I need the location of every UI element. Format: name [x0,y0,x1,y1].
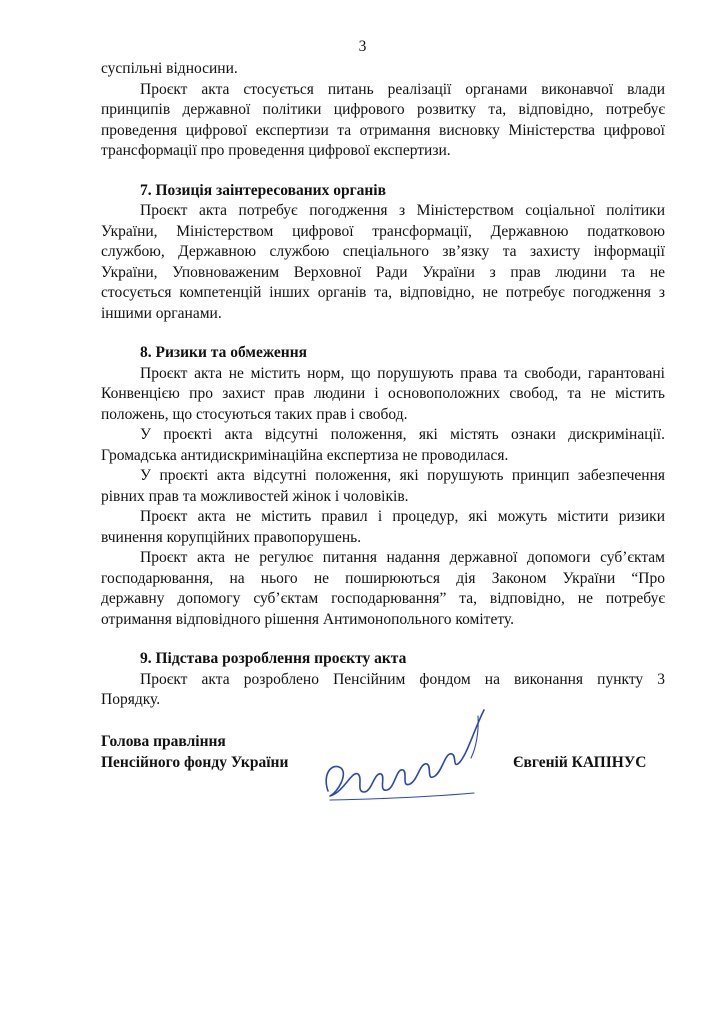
text-line: отримання відповідного рішення Антимонопольного комітету. [101,610,514,628]
text-line: Проєкт акта потребує погодження з Міністерством соціальної політики [140,202,665,219]
section-heading-9: 9. Підстава розроблення проєкту акта [140,650,407,667]
text-line: У проєкті акта відсутні положення, які порушують принцип забезпечення [140,467,665,484]
text-line: державну допомогу суб’єктам господарювання” та, відповідно, не потребує [101,590,665,607]
text-line: Громадська антидискримінаційна експертиза не проводилася. [101,446,509,464]
text-line: У проєкті акта відсутні положення, які містять ознаки дискримінації. [140,426,665,443]
text-line: іншими органами. [101,304,222,322]
text-line: суспільні відносини. [101,60,238,77]
text-line: Проєкт акта не регулює питання надання державної допомоги суб’єктам [140,549,665,566]
text-line: Проєкт акта стосується питань реалізації органами виконавчої влади [140,80,665,98]
section-heading-7: 7. Позиція заінтересованих органів [140,181,386,199]
text-line: Проєкт акта розроблено Пенсійним фондом на виконання пункту 3 [140,670,665,688]
document-body [101,59,665,711]
text-line: Порядку. [101,691,161,708]
text-line: Конвенцією про захист прав людини і основоположних свобод, та не містить [101,385,665,402]
text-line: України, Уповноваженим Верховної Ради України з прав людини та не [101,263,665,281]
text-line: проведення цифрової експертизи та отримання висновку Міністерства цифрової [101,121,665,139]
signatory-position [101,731,288,773]
text-line: вчинення корупційних правопорушень. [101,528,362,546]
text-line: трансформації про проведення цифрової експертизи. [101,142,451,159]
text-line: господарювання, на нього не поширюються дія Законом України “Про [101,569,665,587]
handwritten-signature [308,696,498,821]
section-heading-8: 8. Ризики та обмеження [140,344,308,361]
signatory-name: Євгеній КАПІНУС [513,754,647,771]
page-number: 3 [358,38,367,55]
text-line: Проєкт акта не містить правил і процедур, які можуть містити ризики [140,508,665,525]
text-line: положень, що стосуються таких прав і свобод. [101,405,408,423]
text-line: стосується компетенцій інших органів та, відповідно, не потребує погодження з [101,284,665,301]
text-line: службою, Державною службою спеціального зв’язку та захисту інформації [101,243,665,260]
text-line: принципів державної політики цифрового розвитку та, відповідно, потребує [101,101,665,118]
text-line: України, Міністерством цифрової трансформації, Державною податковою [101,222,665,240]
signatory-position-line-1: Голова правління [101,733,226,750]
text-line: Проєкт акта не містить норм, що порушують права та свободи, гарантовані [140,364,665,382]
text-line: рівних прав та можливостей жінок і чоловіків. [101,487,409,505]
signatory-position-line-2: Пенсійного фонду України [101,754,289,771]
